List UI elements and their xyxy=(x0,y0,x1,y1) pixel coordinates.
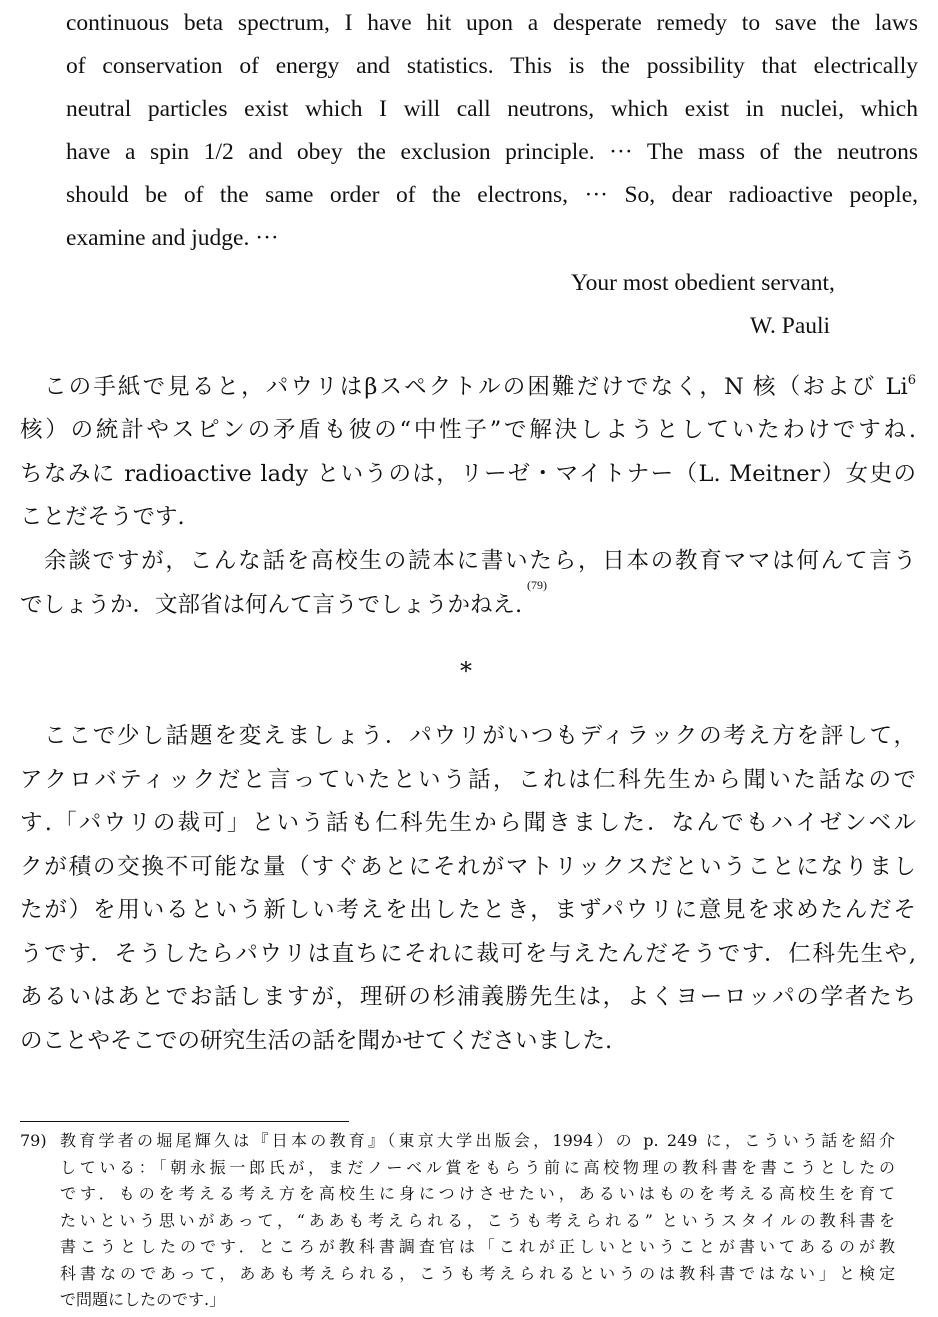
paragraph-line: たが）を用いるという新しい考えを出したとき，まずパウリに意見を求めたんだそ xyxy=(20,897,916,923)
footnote-line: している：「朝永振一郎氏が，まだノーベル賞をもらう前に高校物理の教科書を書こうとしたの xyxy=(60,1158,895,1177)
footnote-reference[interactable]: (79) xyxy=(527,578,547,592)
footnote-line: です．ものを考える考え方を高校生に身につけさせたい，あるいはものを考える高校生を育て xyxy=(60,1184,895,1203)
paragraph-line xyxy=(44,367,916,407)
paragraph-line: うです．そうしたらパウリは直ちにそれに裁可を与えたんだそうです．仁科先生や, xyxy=(20,941,916,967)
footnote-rule xyxy=(20,1121,349,1122)
section-separator: * xyxy=(460,657,472,685)
footnote-line: 教育学者の堀尾輝久は『日本の教育』（東京大学出版会，1994）の p. 249 に，こういう話を紹介 xyxy=(60,1131,895,1150)
paragraph-line: ちなみに radioactive lady というのは，リーゼ・マイトナー（L. Meitner）女史の xyxy=(20,461,916,487)
quote-line: should be of the same order of the electrons, ··· So, dear radioactive people, xyxy=(66,182,918,208)
paragraph-line: のことやそこでの研究生活の話を聞かせてくださいました. xyxy=(20,1028,613,1054)
quote-line: neutral particles exist which I will call neutrons, which exist in nuclei, which xyxy=(66,96,918,122)
footnote-line: 書こうとしたのです．ところが教科書調査官は「これが正しいということが書いてあるのが教 xyxy=(60,1237,895,1256)
quote-line: of conservation of energy and statistics. This is the possibility that electrically xyxy=(66,53,918,79)
paragraph-line: 余談ですが，こんな話を高校生の読本に書いたら，日本の教育ママは何んて言う xyxy=(44,548,916,574)
paragraph-line: ことだそうです. xyxy=(20,504,185,530)
quote-line: examine and judge. ··· xyxy=(66,225,279,251)
paragraph-line: あるいはあとでお話しますが，理研の杉浦義勝先生は，よくヨーロッパの学者たち xyxy=(20,984,916,1010)
paragraph-line: 核）の統計やスピンの矛盾も彼の“中性子”で解決しようとしていたわけですね. xyxy=(20,417,916,443)
paragraph-line: ここで少し話題を変えましょう．パウリがいつもディラックの考え方を評して， xyxy=(44,723,916,749)
paragraph-line: クが積の交換不可能な量（すぐあとにそれがマトリックスだということになりまし xyxy=(20,854,916,880)
footnote-marker: 79) xyxy=(20,1131,47,1150)
paragraph-line: アクロバティックだと言っていたという話，これは仁科先生から聞いた話なので xyxy=(20,767,916,793)
superscript: 6 xyxy=(907,373,916,388)
footnote-line: 科書なのであって，ああも考えられる，こうも考えられるというのは教科書ではない」と検定 xyxy=(60,1264,895,1283)
letter-closing: Your most obedient servant, xyxy=(571,270,835,296)
letter-signature: W. Pauli xyxy=(750,313,831,339)
quote-line: have a spin 1/2 and obey the exclusion principle. ··· The mass of the neutrons xyxy=(66,139,918,165)
footnote-line: で問題にしたのです.」 xyxy=(60,1290,226,1309)
quote-line: continuous beta spectrum, I have hit upon a desperate remedy to save the laws xyxy=(66,10,918,36)
paragraph-line: す.「パウリの裁可」という話も仁科先生から聞きました．なんでもハイゼンベル xyxy=(20,810,916,836)
paragraph-line: でしょうか．文部省は何んて言うでしょうかねえ. xyxy=(20,592,523,618)
footnote-line: たいという思いがあって，“ああも考えられる，こうも考えられる” というスタイルの教科書を xyxy=(60,1211,895,1230)
paragraph-text: この手紙で見ると，パウリはβスペクトルの困難だけでなく，N 核（および Li xyxy=(44,374,908,400)
